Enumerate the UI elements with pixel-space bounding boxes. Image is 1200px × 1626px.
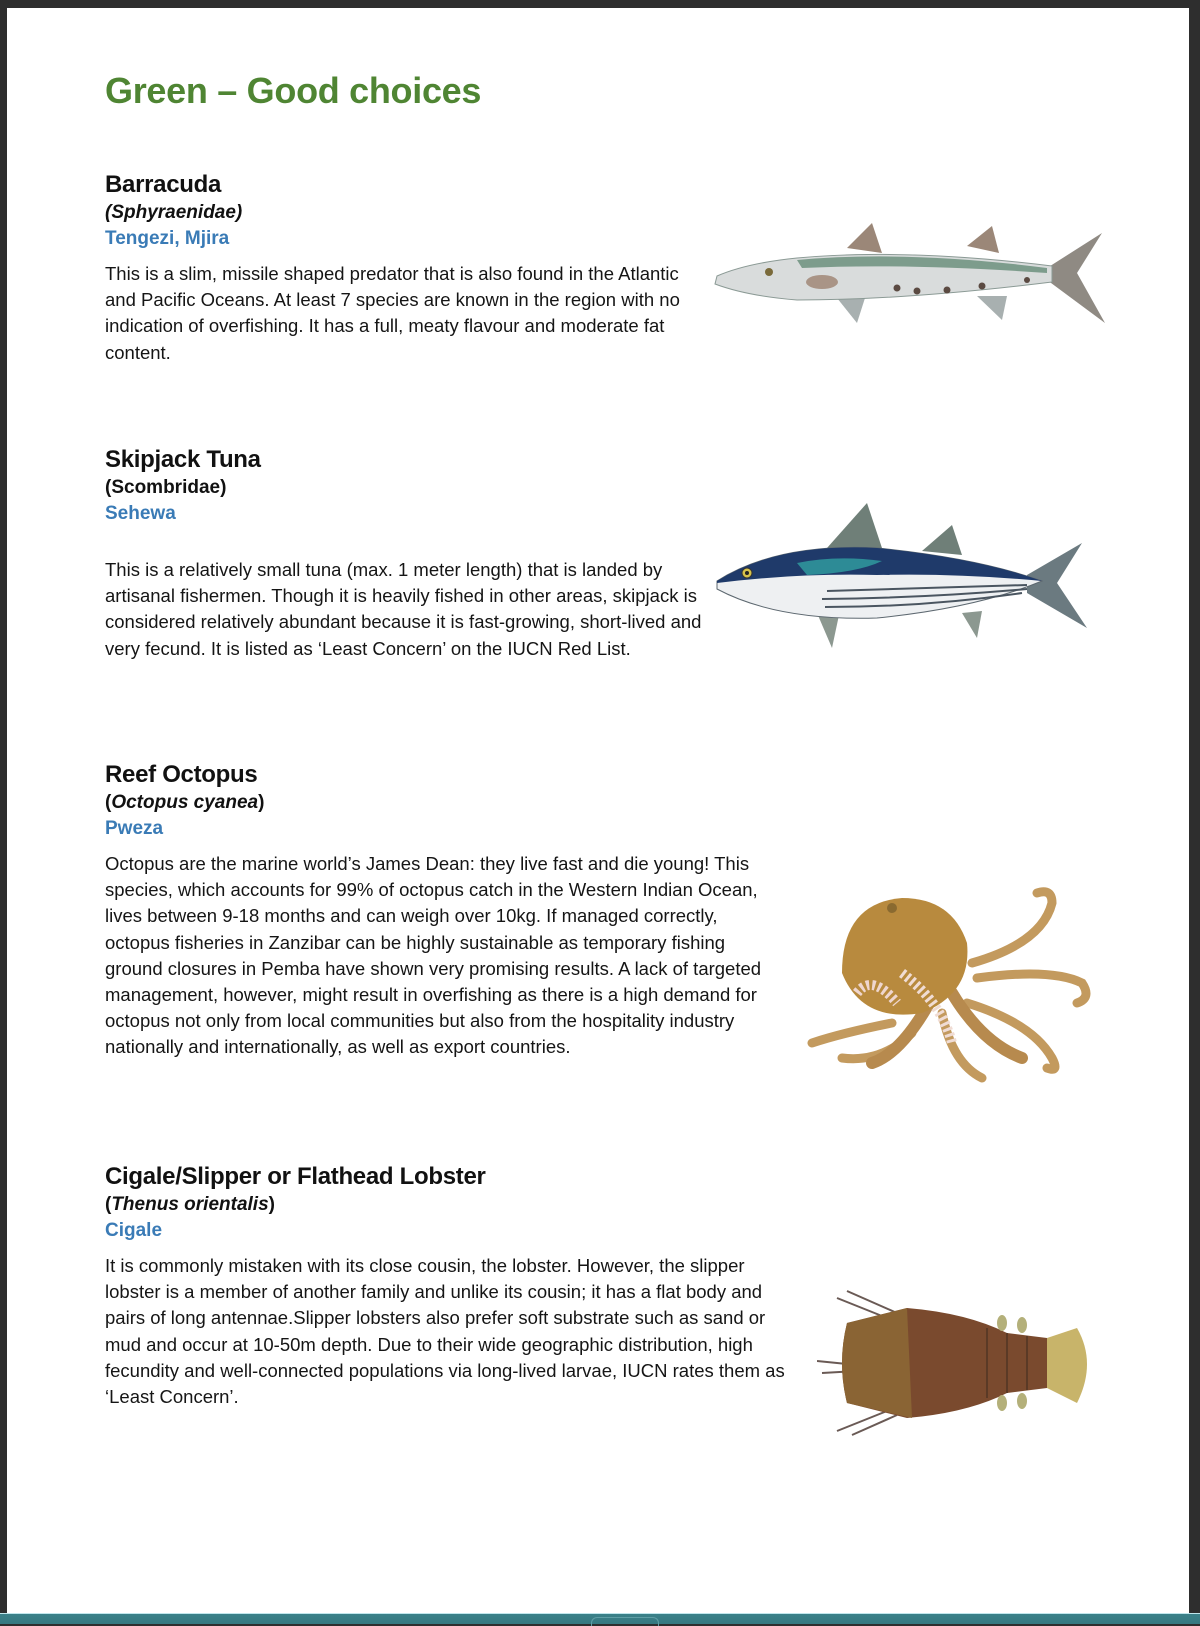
species-description: It is commonly mistaken with its close cousin, the lobster. However, the slipper lobster is a member of another family and unlike its cousin; it has a flat body and pairs of long antennae.Slipper lobsters also prefer soft substrate such as sand or mud and occur at 10-50m depth. Due to their wide geographic distribution, high fecundity and well-connected populations via long-lived larvae, IUCN rates them as ‘Least Concern’. [105,1255,785,1408]
local-names: Pweza [105,818,164,839]
document-page [7,8,1189,1613]
species-description: Octopus are the marine world’s James Dean: they live fast and die young! This species, which accounts for 99% of octopus catch in the Western Indian Ocean, lives between 9-18 months and can weigh over 10kg. If managed correctly, octopus fisheries in Zanzibar can be highly sustainable as temporary fishing ground closures in Pemba have shown very promising results. A lack of targeted management, however, might result in overfishing as there is a high demand for octopus not only from local communities but also from the hospitality industry nationally and internationally, as well as export countries. [105,853,762,1058]
paren-close: ) [258,792,265,813]
scientific-name-text: Octopus cyanea [111,792,259,813]
species-entry-skipjack-tuna [105,445,705,662]
species-name: Reef Octopus [105,761,258,788]
scientific-name-text: (Sphyraenidae) [105,202,243,223]
scientific-name [105,790,765,816]
species-name: Barracuda [105,171,222,198]
paren-close: ) [268,1194,275,1215]
local-names: Cigale [105,1220,163,1241]
scroll-handle[interactable] [591,1617,659,1626]
skipjack-tuna-illustration-icon [707,503,1092,663]
local-names: Tengezi, Mjira [105,228,230,249]
paren-open: ( [105,792,112,813]
paren-open: ( [105,1194,112,1215]
species-name: Cigale/Slipper or Flathead Lobster [105,1163,486,1190]
species-entry-barracuda [105,170,695,366]
species-name: Skipjack Tuna [105,446,261,473]
species-description: This is a slim, missile shaped predator that is also found in the Atlantic and Pacific Oceans. At least 7 species are known in the region with no indication of overfishing. It has a full, meaty flavour and moderate fat content. [105,263,680,363]
slipper-lobster-illustration-icon [817,1283,1107,1443]
reef-octopus-illustration-icon [802,883,1107,1088]
species-description: This is a relatively small tuna (max. 1 meter length) that is landed by artisanal fishermen. Though it is heavily fished in other areas, skipjack is considered relatively abundant because it is fast-growing, short-lived and very fecund. It is listed as ‘Least Concern’ on the IUCN Red List. [105,559,702,659]
local-names: Sehewa [105,503,176,524]
species-entry-slipper-lobster [105,1162,785,1410]
page-title: Green – Good choices [105,70,482,111]
species-entry-reef-octopus [105,760,765,1061]
scientific-name-text: Thenus orientalis [111,1194,269,1215]
barracuda-illustration-icon [707,218,1107,330]
scientific-name [105,200,695,226]
scientific-name: (Scombridae) [105,477,227,498]
scientific-name [105,1192,785,1218]
